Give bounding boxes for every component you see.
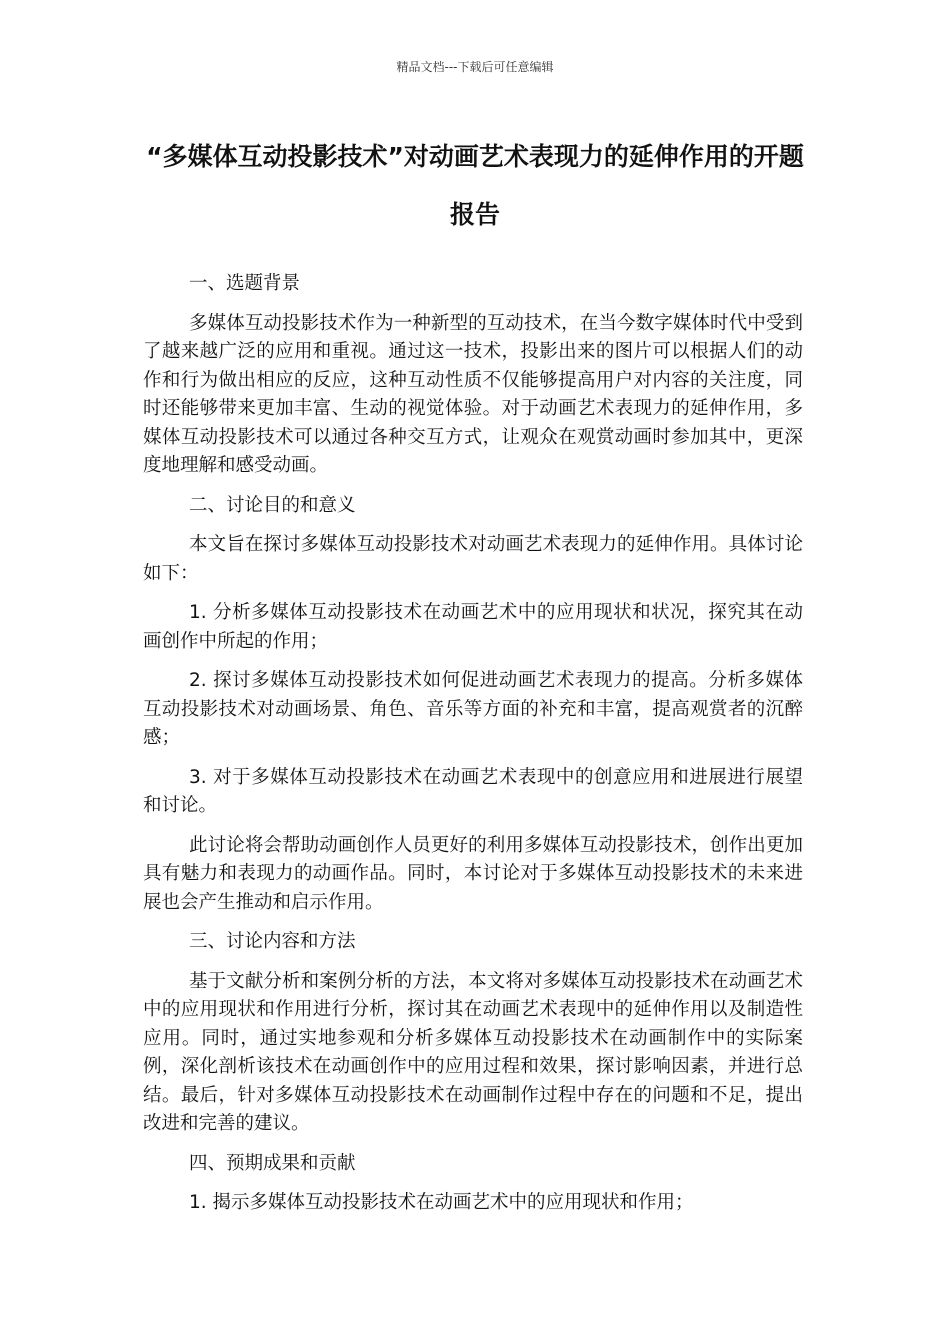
list-item-purpose-2: 2. 探讨多媒体互动投影技术如何促进动画艺术表现力的提高。分析多媒体互动投影技术对动画场景、角色、音乐等方面的补充和丰富，提高观赏者的沉醉感； (143, 670, 803, 748)
paragraph-purpose-significance: 此讨论将会帮助动画创作人员更好的利用多媒体互动投影技术，创作出更加具有魅力和表现力的动画作品。同时，本讨论对于多媒体互动投影技术的未来进展也会产生推动和启示作用。 (143, 834, 803, 913)
paragraph-method: 基于文献分析和案例分析的方法，本文将对多媒体互动投影技术在动画艺术中的应用现状和作用进行分析，探讨其在动画艺术表现中的延伸作用以及制造性应用。同时，通过实地参观和分析多媒体互动投影技术在动画制作中的实际案例，深化剖析该技术在动画创作中的应用过程和效果，探讨影响因素，并进行总结。最后，针对多媒体互动投影技术在动画制作过程中存在的问题和不足，提出改进和完善的建议。 (143, 970, 803, 1134)
header-note: 精品文档---下载后可任意编辑 (396, 60, 554, 74)
paragraph-background: 多媒体互动投影技术作为一种新型的互动技术，在当今数字媒体时代中受到了越来越广泛的应用和重视。通过这一技术，投影出来的图片可以根据人们的动作和行为做出相应的反应，这种互动性质不仅能够提高用户对内容的关注度，同时还能够带来更加丰富、生动的视觉体验。对于动画艺术表现力的延伸作用，多媒体互动投影技术可以通过各种交互方式，让观众在观赏动画时参加其中，更深度地理解和感受动画。 (143, 312, 803, 476)
list-item-purpose-1: 1. 分析多媒体互动投影技术在动画艺术中的应用现状和状况，探究其在动画创作中所起的作用； (143, 602, 803, 652)
list-item-purpose-3: 3. 对于多媒体互动投影技术在动画艺术表现中的创意应用和进展进行展望和讨论。 (143, 766, 803, 816)
list-item-outcome-1: 1. 揭示多媒体互动投影技术在动画艺术中的应用现状和作用； (189, 1192, 694, 1213)
document-body (143, 270, 803, 1229)
section-heading-background: 一、选题背景 (189, 273, 301, 294)
paragraph-purpose-intro: 本文旨在探讨多媒体互动投影技术对动画艺术表现力的延伸作用。具体讨论如下： (143, 534, 803, 584)
document-title: “多媒体互动投影技术”对动画艺术表现力的延伸作用的开题报告 (146, 142, 804, 229)
section-heading-outcomes: 四、预期成果和贡献 (189, 1152, 356, 1174)
section-heading-method: 三、讨论内容和方法 (189, 931, 356, 952)
section-heading-purpose: 二、讨论目的和意义 (189, 494, 356, 516)
